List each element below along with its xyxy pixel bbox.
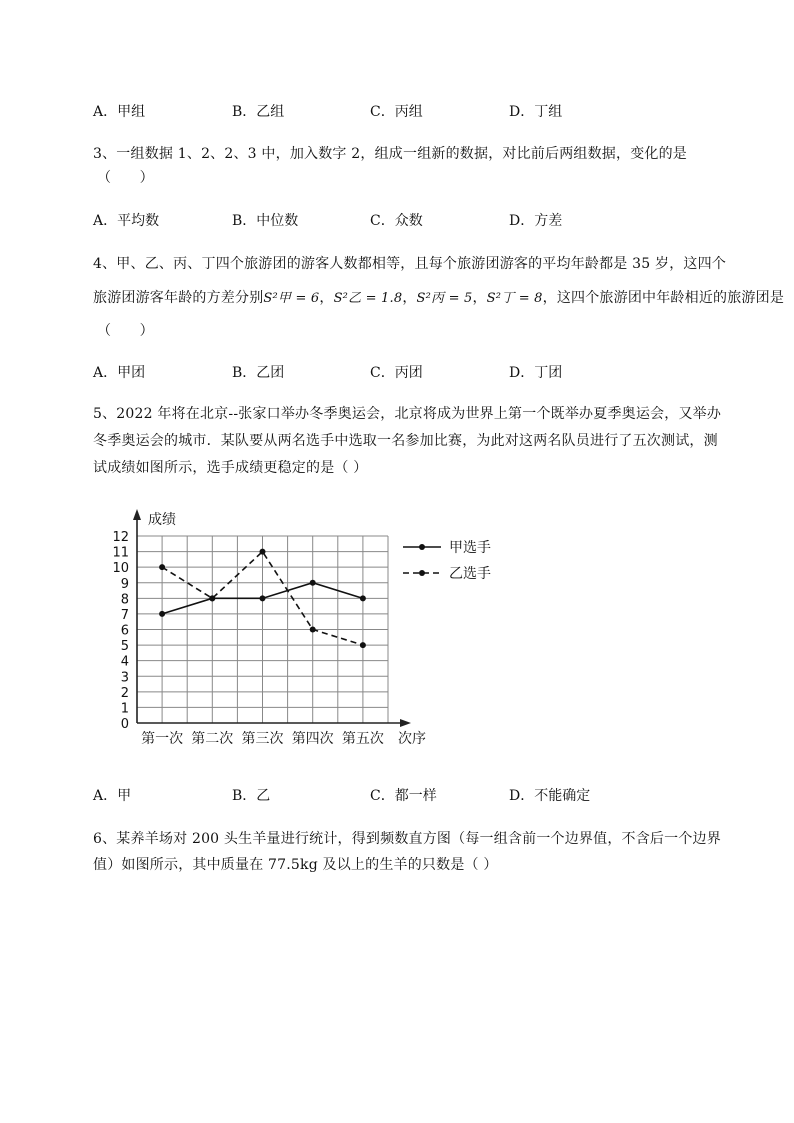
q4-stem-line1: 4、甲、乙、丙、丁四个旅游团的游客人数都相等，且每个旅游团游客的平均年龄都是 35 岁，这四个 xyxy=(93,256,727,272)
y-tick-label: 8 xyxy=(120,592,129,608)
series-1-point xyxy=(260,595,266,601)
q3-option-c: C．众数 xyxy=(370,213,423,229)
x-tick-label: 第二次 xyxy=(191,731,234,747)
chart-x-ticks xyxy=(141,731,384,747)
q6-stem-line2: 值）如图所示，其中质量在 77.5kg 及以上的生羊的只数是（ ） xyxy=(93,857,498,873)
q4-variance-yi: S²乙 = 1.8 xyxy=(333,291,403,306)
q5-option-a: A．甲 xyxy=(93,788,132,804)
q2-option-c: C．丙组 xyxy=(370,104,423,120)
chart-axes xyxy=(133,509,411,727)
score-line-chart xyxy=(110,505,510,750)
q6-stem-line1: 6、某养羊场对 200 头生羊量进行统计，得到频数直方图（每一组含前一个边界值，不含后一个边界 xyxy=(93,831,721,847)
legend-marker-1 xyxy=(419,544,425,550)
x-axis-arrow xyxy=(400,719,411,727)
q5-stem-line3: 试成绩如图所示，选手成绩更稳定的是（ ） xyxy=(93,460,368,476)
y-tick-label: 1 xyxy=(120,701,129,717)
q2-option-b: B．乙组 xyxy=(232,104,285,120)
y-tick-label: 5 xyxy=(120,639,129,655)
q3-option-b: B．中位数 xyxy=(232,213,299,229)
q4-option-a: A．甲团 xyxy=(93,365,146,381)
q5-option-c: C．都一样 xyxy=(370,788,437,804)
q4-answer-paren: （ ） xyxy=(97,323,154,339)
series-1-point xyxy=(310,580,316,586)
q4-variance-bing: S²丙 = 5 xyxy=(416,291,473,306)
chart-grid xyxy=(137,536,388,723)
series-1-point xyxy=(360,595,366,601)
series-2-point xyxy=(159,564,165,570)
q5-stem-line1: 5、2022 年将在北京--张家口举办冬季奥运会，北京将成为世界上第一个既举办夏季奥运会，又举办 xyxy=(93,406,722,422)
q3-answer-paren: （ ） xyxy=(97,170,154,186)
q4-stem-suffix: ，这四个旅游团中年龄相近的旅游团是 xyxy=(542,290,785,306)
chart-legend xyxy=(403,540,491,582)
y-tick-label: 0 xyxy=(120,717,129,732)
q3-option-d: D．方差 xyxy=(509,213,563,229)
y-axis-arrow xyxy=(133,509,141,520)
y-tick-label: 12 xyxy=(112,530,129,545)
q5-stem-line2: 冬季奥运会的城市．某队要从两名选手中选取一名参加比赛，为此对这两名队员进行了五次测试，测 xyxy=(93,433,718,449)
y-tick-label: 6 xyxy=(120,623,129,639)
y-tick-label: 2 xyxy=(120,685,129,701)
q5-option-d: D．不能确定 xyxy=(509,788,591,804)
series-1-point xyxy=(159,611,165,617)
legend-label-2: 乙选手 xyxy=(449,566,491,582)
q4-option-c: C．丙团 xyxy=(370,365,423,381)
chart-y-axis-label: 成绩 xyxy=(148,512,176,528)
legend-label-1: 甲选手 xyxy=(449,540,491,556)
x-tick-label: 第四次 xyxy=(291,731,334,747)
series-2-point xyxy=(310,627,316,633)
q2-option-d: D．丁组 xyxy=(509,104,563,120)
y-tick-label: 11 xyxy=(112,545,129,561)
q4-stem-prefix: 旅游团游客年龄的方差分别 xyxy=(93,290,264,306)
q3-option-a: A．平均数 xyxy=(93,213,160,229)
x-tick-label: 第三次 xyxy=(241,731,284,747)
q4-stem-line2: 旅游团游客年龄的方差分别S²甲 = 6，S²乙 = 1.8，S²丙 = 5，S²丁 = 8，这四个旅游团中年龄相近的旅游团是 xyxy=(93,290,785,306)
q4-variance-jia: S²甲 = 6 xyxy=(263,291,320,306)
q4-option-d: D．丁团 xyxy=(509,365,563,381)
x-tick-label: 第五次 xyxy=(341,731,384,747)
q4-variance-ding: S²丁 = 8 xyxy=(486,291,543,306)
series-2-point xyxy=(260,549,266,555)
y-tick-label: 10 xyxy=(112,561,129,577)
q2-option-a: A．甲组 xyxy=(93,104,146,120)
y-tick-label: 7 xyxy=(120,607,129,623)
y-tick-label: 9 xyxy=(120,576,129,592)
series-2-point xyxy=(209,595,215,601)
q4-option-b: B．乙团 xyxy=(232,365,285,381)
chart-x-axis-label: 次序 xyxy=(398,731,426,747)
y-tick-label: 3 xyxy=(120,670,129,686)
x-tick-label: 第一次 xyxy=(141,731,184,747)
q5-option-b: B．乙 xyxy=(232,788,271,804)
y-tick-label: 4 xyxy=(120,654,129,670)
q3-stem: 3、一组数据 1、2、2、3 中，加入数字 2，组成一组新的数据，对比前后两组数据，变化的是 xyxy=(93,146,687,162)
chart-y-ticks xyxy=(112,530,129,732)
series-2-point xyxy=(360,642,366,648)
legend-marker-2 xyxy=(419,570,425,576)
